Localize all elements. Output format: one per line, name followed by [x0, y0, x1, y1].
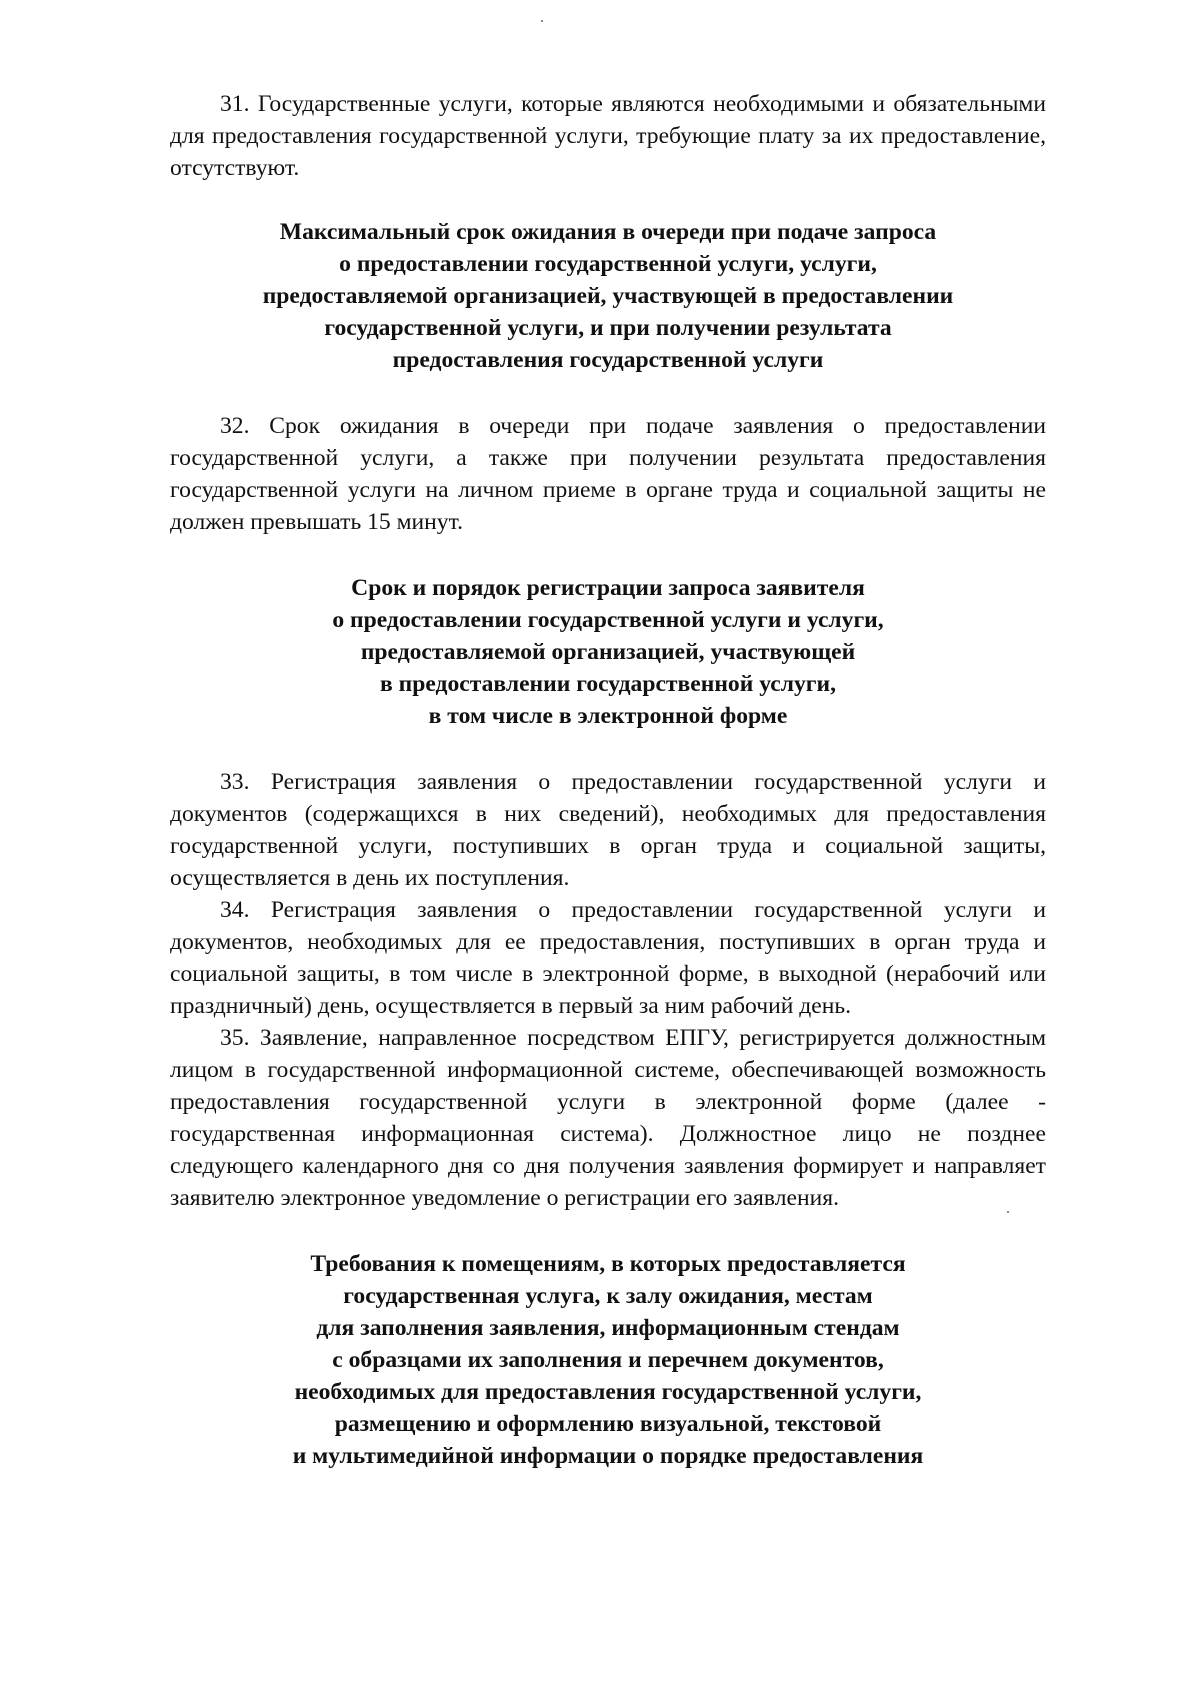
heading-line: необходимых для предоставления государственной услуги, — [294, 1379, 922, 1405]
section-heading-registration — [170, 572, 1046, 732]
heading-line: в том числе в электронной форме — [428, 703, 788, 729]
paragraph-34: 34. Регистрация заявления о предоставлении государственной услуги и документов, необходимых для ее предоставления, поступивших в орган труда и социальной защиты, в том числе в электронной форме, в выходной (нерабочий или праздничный) день, осуществляется в первый за ним рабочий день. — [170, 897, 1046, 1019]
heading-line: и мультимедийной информации о порядке предоставления — [292, 1443, 924, 1469]
heading-line: государственной услуги, и при получении результата — [324, 315, 892, 341]
scan-speck — [541, 20, 543, 22]
heading-line: предоставления государственной услуги — [392, 347, 824, 373]
document-page — [170, 88, 1046, 1472]
heading-line: Требования к помещениям, в которых предоставляется — [310, 1251, 906, 1277]
heading-line: Срок и порядок регистрации запроса заявителя — [351, 575, 865, 601]
heading-line: о предоставлении государственной услуги и услуги, — [332, 607, 884, 633]
section-heading-premises-requirements — [170, 1248, 1046, 1472]
heading-line: предоставляемой организацией, участвующей в предоставлении — [262, 283, 954, 309]
heading-line: предоставляемой организацией, участвующей — [360, 639, 856, 665]
heading-line: с образцами их заполнения и перечнем документов, — [332, 1347, 884, 1373]
paragraph-35: 35. Заявление, направленное посредством ЕПГУ, регистрируется должностным лицом в государственной информационной системе, обеспечивающей возможность предоставления государственной услуги в электронной форме (далее - государственная информационная система). Должностное лицо не позднее следующего календарного дня со дня получения заявления формирует и направляет заявителю электронное уведомление о регистрации его заявления. — [170, 1025, 1046, 1211]
heading-line: в предоставлении государственной услуги, — [380, 671, 836, 697]
paragraph-31: 31. Государственные услуги, которые являются необходимыми и обязательными для предоставления государственной услуги, требующие плату за их предоставление, отсутствуют. — [170, 91, 1046, 181]
paragraph-32: 32. Срок ожидания в очереди при подаче заявления о предоставлении государственной услуги, а также при получении результата предоставления государственной услуги на личном приеме в органе труда и социальной защиты не должен превышать 15 минут. — [170, 413, 1046, 535]
heading-line: государственная услуга, к залу ожидания, местам — [343, 1283, 873, 1309]
heading-line: Максимальный срок ожидания в очереди при подаче запроса — [279, 219, 937, 245]
heading-line: для заполнения заявления, информационным стендам — [316, 1315, 900, 1341]
section-heading-max-wait-time — [170, 216, 1046, 376]
paragraph-33: 33. Регистрация заявления о предоставлении государственной услуги и документов (содержащихся в них сведений), необходимых для предоставления государственной услуги, поступивших в орган труда и социальной защиты, осуществляется в день их поступления. — [170, 769, 1046, 891]
heading-line: о предоставлении государственной услуги, услуги, — [339, 251, 877, 277]
heading-line: размещению и оформлению визуальной, текстовой — [334, 1411, 882, 1437]
